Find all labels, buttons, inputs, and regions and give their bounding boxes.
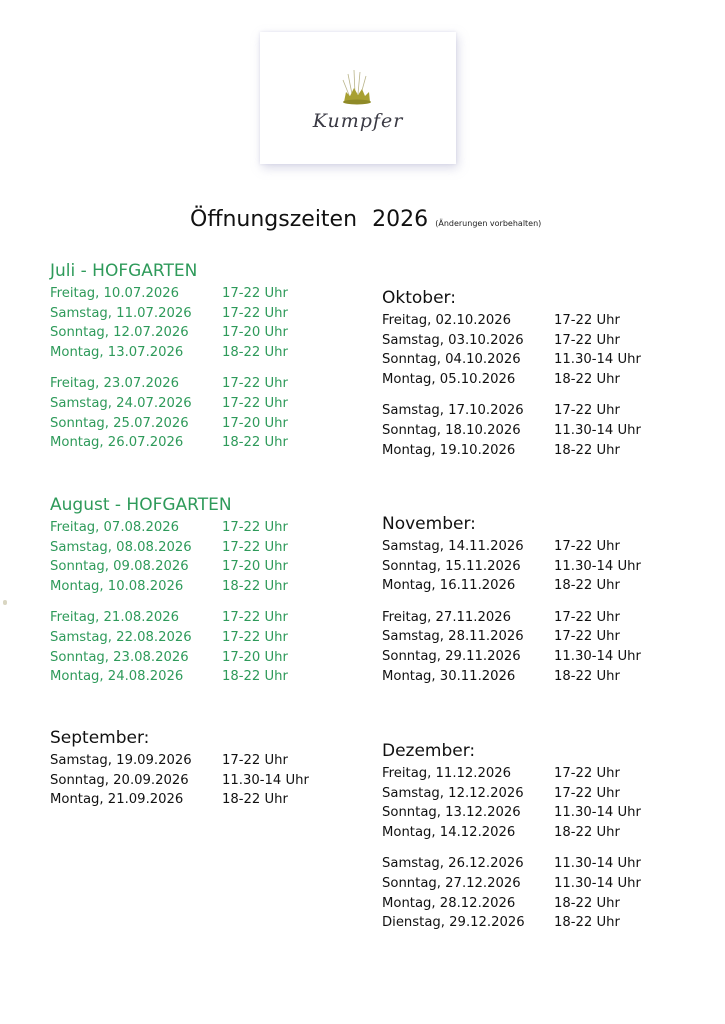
schedule-date: Montag, 19.10.2026 [382,442,516,458]
schedule-date: Freitag, 11.12.2026 [382,766,512,781]
schedule-date: Montag, 24.08.2026 [50,669,184,685]
schedule-time: 17-22 Uhr [222,610,288,626]
schedule-row [382,557,641,577]
schedule-row [50,323,288,343]
schedule-date: Sonntag, 12.07.2026 [50,325,189,341]
date-group [50,751,309,810]
schedule-time: 17-22 Uhr [554,403,620,419]
schedule-time: 17-22 Uhr [554,313,620,328]
schedule-row [382,627,641,647]
title-note: (Änderungen vorbehalten) [435,219,542,228]
schedule-time: 18-22 Uhr [554,824,620,840]
section-juli [50,260,288,453]
schedule-date: Sonntag, 13.12.2026 [382,805,521,821]
page-title [190,207,541,232]
schedule-date: Montag, 28.12.2026 [382,895,516,911]
schedule-row [382,608,641,628]
schedule-date: Samstag, 12.12.2026 [382,785,524,801]
schedule-row [50,284,288,304]
schedule-time: 18-22 Uhr [222,344,288,360]
schedule-time: 17-20 Uhr [222,649,288,665]
schedule-row [382,350,641,370]
schedule-time: 11.30-14 Uhr [554,558,641,574]
schedule-date: Sonntag, 27.12.2026 [382,875,521,891]
title-year: 2026 [372,207,429,232]
schedule-row [382,764,641,784]
schedule-date: Freitag, 23.07.2026 [50,376,180,392]
scan-speck [3,600,7,605]
schedule-time: 18-22 Uhr [554,915,620,931]
date-group [382,608,641,686]
schedule-row [382,441,641,461]
schedule-row [382,311,641,331]
section-august [50,494,288,687]
schedule-time: 17-22 Uhr [222,395,288,411]
schedule-row [50,628,288,648]
schedule-time: 17-22 Uhr [554,609,620,625]
schedule-row [50,538,288,558]
schedule-date: Montag, 13.07.2026 [50,344,184,360]
schedule-row [50,374,288,394]
schedule-time: 11.30-14 Uhr [222,772,309,788]
schedule-row [382,421,641,441]
date-group [382,764,641,842]
schedule-row [382,913,641,933]
month-heading: Oktober: [382,288,456,308]
schedule-row [50,577,288,597]
schedule-time: 17-22 Uhr [554,629,620,645]
schedule-date: Sonntag, 18.10.2026 [382,422,521,438]
schedule-date: Dienstag, 29.12.2026 [382,915,525,931]
section-november [382,513,641,686]
schedule-row [382,576,641,596]
schedule-row [382,874,641,894]
schedule-date: Samstag, 14.11.2026 [382,539,524,554]
schedule-time: 17-20 Uhr [222,415,288,431]
schedule-time: 17-22 Uhr [554,539,620,554]
schedule-row [382,667,641,687]
month-heading: August - HOFGARTEN [50,495,232,515]
schedule-row [50,667,288,687]
schedule-row [50,771,309,791]
schedule-date: Montag, 10.08.2026 [50,578,184,594]
schedule-time: 18-22 Uhr [222,578,288,594]
schedule-date: Sonntag, 23.08.2026 [50,649,189,665]
schedule-date: Samstag, 22.08.2026 [50,629,192,645]
schedule-date: Samstag, 03.10.2026 [382,332,524,348]
logo-signature: Kumpfer [312,110,404,132]
schedule-time: 11.30-14 Uhr [554,422,641,438]
schedule-date: Montag, 14.12.2026 [382,824,516,840]
date-group [382,311,641,389]
schedule-date: Freitag, 27.11.2026 [382,609,512,625]
schedule-date: Sonntag, 20.09.2026 [50,772,189,788]
schedule-time: 17-22 Uhr [222,376,288,392]
schedule-row [382,854,641,874]
schedule-date: Samstag, 24.07.2026 [50,395,192,411]
schedule-time: 17-22 Uhr [222,286,288,301]
schedule-time: 18-22 Uhr [222,792,288,808]
schedule-time: 17-22 Uhr [554,766,620,781]
schedule-date: Samstag, 28.11.2026 [382,629,524,645]
schedule-date: Freitag, 10.07.2026 [50,286,180,301]
schedule-row [50,557,288,577]
schedule-time: 18-22 Uhr [554,578,620,594]
month-heading: September: [50,728,150,748]
schedule-row [382,401,641,421]
schedule-row [382,537,641,557]
crown-grass-icon [260,32,456,164]
schedule-time: 18-22 Uhr [222,435,288,451]
schedule-date: Freitag, 07.08.2026 [50,520,180,535]
schedule-date: Montag, 26.07.2026 [50,435,184,451]
schedule-row [50,304,288,324]
schedule-time: 17-22 Uhr [554,785,620,801]
schedule-date: Samstag, 26.12.2026 [382,856,524,872]
schedule-date: Samstag, 11.07.2026 [50,305,192,321]
schedule-time: 18-22 Uhr [222,669,288,685]
schedule-time: 17-22 Uhr [222,629,288,645]
schedule-date: Sonntag, 04.10.2026 [382,352,521,368]
schedule-row [382,647,641,667]
schedule-date: Montag, 05.10.2026 [382,371,516,387]
schedule-time: 18-22 Uhr [554,442,620,458]
schedule-row [382,331,641,351]
schedule-date: Samstag, 19.09.2026 [50,753,192,768]
month-heading: November: [382,514,476,534]
month-heading: Juli - HOFGARTEN [50,261,198,281]
section-september [50,727,309,810]
schedule-date: Montag, 16.11.2026 [382,578,516,594]
schedule-row [50,343,288,363]
schedule-date: Sonntag, 09.08.2026 [50,559,189,575]
schedule-time: 17-22 Uhr [222,753,288,768]
schedule-row [382,803,641,823]
date-group [382,401,641,460]
schedule-date: Freitag, 02.10.2026 [382,313,512,328]
date-group [50,608,288,686]
schedule-date: Sonntag, 29.11.2026 [382,648,521,664]
schedule-time: 18-22 Uhr [554,895,620,911]
section-oktober [382,287,641,460]
schedule-time: 11.30-14 Uhr [554,352,641,368]
month-heading: Dezember: [382,741,476,761]
schedule-row [50,518,288,538]
schedule-date: Samstag, 17.10.2026 [382,403,524,419]
schedule-row [50,433,288,453]
schedule-row [50,608,288,628]
schedule-date: Samstag, 08.08.2026 [50,539,192,555]
schedule-time: 17-22 Uhr [222,539,288,555]
schedule-time: 18-22 Uhr [554,371,620,387]
schedule-time: 11.30-14 Uhr [554,856,641,872]
schedule-time: 17-20 Uhr [222,559,288,575]
schedule-row [382,784,641,804]
schedule-row [50,790,309,810]
schedule-time: 11.30-14 Uhr [554,875,641,891]
schedule-time: 17-22 Uhr [222,520,288,535]
schedule-time: 17-20 Uhr [222,325,288,341]
title-main: Öffnungszeiten [190,207,358,232]
schedule-date: Sonntag, 25.07.2026 [50,415,189,431]
schedule-time: 17-22 Uhr [222,305,288,321]
schedule-row [50,751,309,771]
schedule-row [50,414,288,434]
schedule-date: Freitag, 21.08.2026 [50,610,180,626]
schedule-time: 11.30-14 Uhr [554,648,641,664]
schedule-date: Montag, 21.09.2026 [50,792,184,808]
date-group [50,374,288,452]
schedule-row [382,894,641,914]
schedule-row [50,394,288,414]
date-group [382,854,641,932]
schedule-time: 11.30-14 Uhr [554,805,641,821]
schedule-time: 17-22 Uhr [554,332,620,348]
logo-card [260,32,456,164]
schedule-row [382,823,641,843]
schedule-row [50,648,288,668]
date-group [50,284,288,362]
schedule-date: Montag, 30.11.2026 [382,668,516,684]
schedule-date: Sonntag, 15.11.2026 [382,558,521,574]
section-dezember [382,740,641,933]
schedule-row [382,370,641,390]
date-group [50,518,288,596]
schedule-time: 18-22 Uhr [554,668,620,684]
date-group [382,537,641,596]
